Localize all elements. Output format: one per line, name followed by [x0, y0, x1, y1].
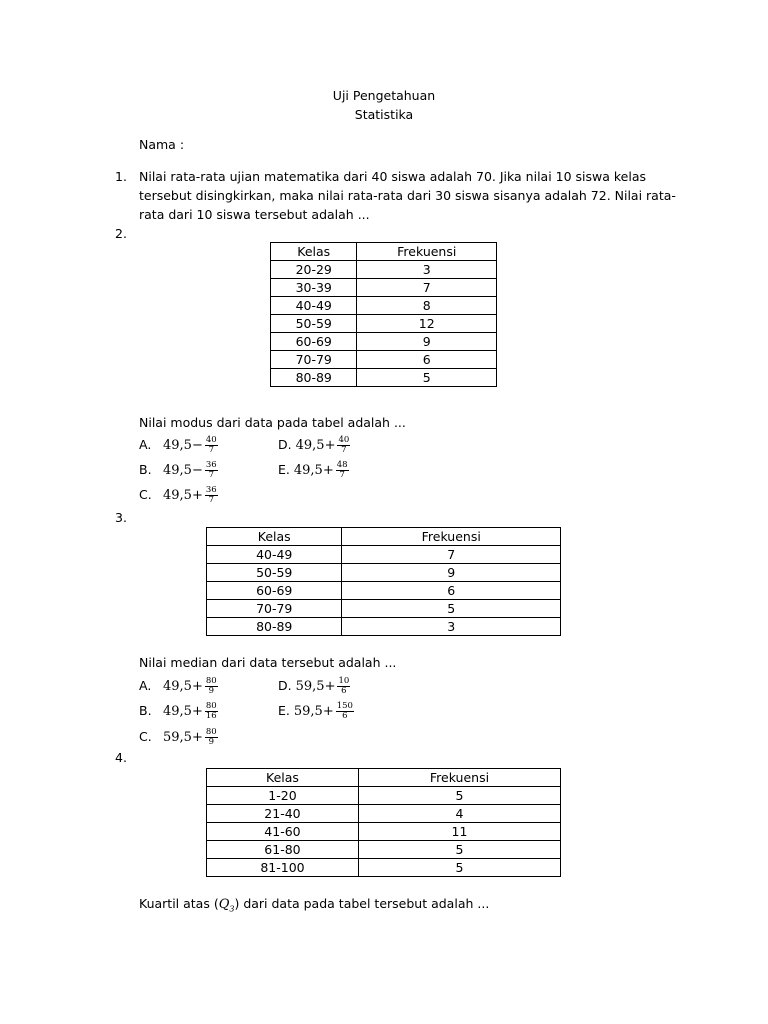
option-e [278, 461, 349, 480]
table-row [207, 823, 561, 841]
q1-text: Nilai rata-rata ujian matematika dari 40 siswa adalah 70. Jika nilai 10 siswa kelas tersebut disingkirkan, maka nilai rata-rata dari 30 siswa sisanya adalah 72. Nilai rata-rata dari 10 siswa tersebut adalah ... [139, 169, 676, 222]
fraction-denominator: 9 [208, 686, 214, 696]
option-letter: E. [278, 462, 290, 477]
option-base: 49,5 [163, 463, 192, 478]
q4-table [206, 768, 561, 877]
option-expression [163, 460, 218, 480]
option-expression [163, 727, 218, 747]
q4-number: 4. [115, 750, 127, 765]
option-expression [163, 676, 218, 696]
option-fraction [205, 728, 218, 747]
cell-frekuensi: 3 [342, 618, 561, 636]
q2-question: Nilai modus dari data pada tabel adalah ... [139, 415, 406, 430]
option-base: 59,5 [293, 704, 323, 719]
cell-frekuensi: 7 [357, 279, 497, 297]
fraction-numerator: 36 [205, 460, 217, 470]
fraction-denominator: 7 [208, 495, 214, 505]
cell-kelas: 61-80 [207, 841, 359, 859]
option-base: 49,5 [293, 463, 323, 478]
q1-number: 1. [115, 169, 127, 184]
option-operator: + [322, 704, 334, 719]
column-header-frekuensi: Frekuensi [357, 243, 497, 261]
q2-number: 2. [115, 226, 127, 241]
fraction-numerator: 48 [336, 460, 348, 470]
option-c [139, 728, 218, 747]
cell-frekuensi: 5 [358, 787, 560, 805]
option-base: 49,5 [163, 438, 192, 453]
cell-frekuensi: 6 [357, 351, 497, 369]
option-operator: − [191, 438, 203, 453]
fraction-numerator: 40 [205, 435, 217, 445]
option-expression [295, 676, 351, 696]
option-fraction [336, 461, 349, 480]
cell-kelas: 30-39 [271, 279, 357, 297]
q4-question-before: Kuartil atas ( [139, 896, 219, 911]
option-operator: − [191, 463, 203, 478]
option-letter: E. [278, 703, 290, 718]
option-operator: + [322, 463, 334, 478]
q-subscript: 3 [229, 904, 235, 914]
option-letter: A. [139, 437, 152, 452]
cell-kelas: 50-59 [271, 315, 357, 333]
table-row [207, 600, 561, 618]
cell-frekuensi: 5 [358, 859, 560, 877]
column-header-kelas: Kelas [207, 528, 342, 546]
option-d [278, 436, 350, 455]
option-a [139, 436, 218, 455]
table-row [207, 841, 561, 859]
cell-kelas: 1-20 [207, 787, 359, 805]
q-symbol: Q [218, 897, 230, 912]
q4-question-after: ) dari data pada tabel tersebut adalah ... [234, 896, 490, 911]
option-operator: + [191, 704, 203, 719]
cell-kelas: 70-79 [207, 600, 342, 618]
q3-number: 3. [115, 510, 127, 525]
option-expression [293, 460, 349, 480]
table-row [207, 859, 561, 877]
table-row [207, 618, 561, 636]
option-base: 59,5 [295, 679, 325, 694]
q3-symbol [219, 897, 235, 912]
fraction-numerator: 150 [336, 701, 353, 711]
fraction-denominator: 6 [341, 686, 347, 696]
fraction-numerator: 80 [205, 701, 217, 711]
option-a [139, 677, 218, 696]
fraction-denominator: 9 [208, 737, 214, 747]
cell-frekuensi: 8 [357, 297, 497, 315]
option-letter: B. [139, 703, 152, 718]
q3-table [206, 527, 561, 636]
option-b [139, 702, 218, 721]
table-row [207, 546, 561, 564]
page-subtitle: Statistika [354, 107, 414, 122]
option-letter: C. [139, 729, 152, 744]
column-header-frekuensi: Frekuensi [358, 769, 560, 787]
option-operator: + [324, 679, 336, 694]
cell-kelas: 81-100 [207, 859, 359, 877]
cell-frekuensi: 3 [357, 261, 497, 279]
cell-kelas: 80-89 [271, 369, 357, 387]
option-operator: + [191, 488, 203, 503]
table-row [271, 351, 497, 369]
page-title: Uji Pengetahuan [332, 88, 436, 103]
table-header-row [271, 243, 497, 261]
option-base: 49,5 [163, 704, 192, 719]
option-base: 49,5 [163, 488, 192, 503]
option-expression [163, 701, 218, 721]
table-row [271, 369, 497, 387]
table-row [271, 315, 497, 333]
option-fraction [337, 677, 350, 696]
fraction-numerator: 80 [205, 727, 217, 737]
fraction-numerator: 36 [205, 485, 217, 495]
table-row [271, 279, 497, 297]
fraction-denominator: 7 [341, 445, 347, 455]
cell-kelas: 40-49 [271, 297, 357, 315]
option-base: 49,5 [163, 679, 192, 694]
fraction-denominator: 7 [208, 470, 214, 480]
cell-frekuensi: 5 [342, 600, 561, 618]
cell-kelas: 60-69 [271, 333, 357, 351]
option-letter: A. [139, 678, 152, 693]
table-row [271, 333, 497, 351]
option-operator: + [191, 730, 203, 745]
cell-frekuensi: 11 [358, 823, 560, 841]
option-fraction [337, 436, 350, 455]
option-letter: B. [139, 462, 152, 477]
cell-frekuensi: 5 [357, 369, 497, 387]
option-fraction [336, 702, 354, 721]
fraction-denominator: 6 [342, 711, 348, 721]
table-row [207, 787, 561, 805]
option-letter: D. [278, 678, 292, 693]
option-b [139, 461, 218, 480]
option-fraction [205, 677, 218, 696]
table-header-row [207, 769, 561, 787]
q3-question: Nilai median dari data tersebut adalah ... [139, 655, 397, 670]
option-fraction [205, 702, 218, 721]
q4-question [139, 896, 489, 914]
cell-frekuensi: 9 [342, 564, 561, 582]
option-expression [293, 701, 354, 721]
option-c [139, 486, 218, 505]
cell-frekuensi: 9 [357, 333, 497, 351]
cell-kelas: 50-59 [207, 564, 342, 582]
table-row [271, 261, 497, 279]
option-letter: D. [278, 437, 292, 452]
fraction-denominator: 16 [205, 711, 217, 721]
cell-frekuensi: 5 [358, 841, 560, 859]
column-header-kelas: Kelas [207, 769, 359, 787]
cell-kelas: 40-49 [207, 546, 342, 564]
cell-kelas: 41-60 [207, 823, 359, 841]
table-row [207, 805, 561, 823]
cell-frekuensi: 7 [342, 546, 561, 564]
cell-kelas: 21-40 [207, 805, 359, 823]
fraction-denominator: 7 [208, 445, 214, 455]
option-operator: + [324, 438, 336, 453]
option-operator: + [191, 679, 203, 694]
option-expression [163, 435, 218, 455]
table-row [207, 582, 561, 600]
q2-table [270, 242, 497, 387]
cell-frekuensi: 12 [357, 315, 497, 333]
fraction-denominator: 7 [339, 470, 345, 480]
option-base: 59,5 [163, 730, 192, 745]
column-header-frekuensi: Frekuensi [342, 528, 561, 546]
fraction-numerator: 80 [205, 676, 217, 686]
option-letter: C. [139, 487, 152, 502]
fraction-numerator: 10 [338, 676, 350, 686]
option-expression [295, 435, 351, 455]
cell-kelas: 60-69 [207, 582, 342, 600]
cell-frekuensi: 6 [342, 582, 561, 600]
option-e [278, 702, 354, 721]
option-fraction [205, 436, 218, 455]
cell-kelas: 20-29 [271, 261, 357, 279]
option-d [278, 677, 350, 696]
option-fraction [205, 486, 218, 505]
table-row [271, 297, 497, 315]
option-expression [163, 485, 218, 505]
table-header-row [207, 528, 561, 546]
table-row [207, 564, 561, 582]
cell-frekuensi: 4 [358, 805, 560, 823]
fraction-numerator: 40 [338, 435, 350, 445]
name-label: Nama : [139, 137, 185, 152]
column-header-kelas: Kelas [271, 243, 357, 261]
cell-kelas: 80-89 [207, 618, 342, 636]
option-base: 49,5 [295, 438, 325, 453]
option-fraction [205, 461, 218, 480]
cell-kelas: 70-79 [271, 351, 357, 369]
